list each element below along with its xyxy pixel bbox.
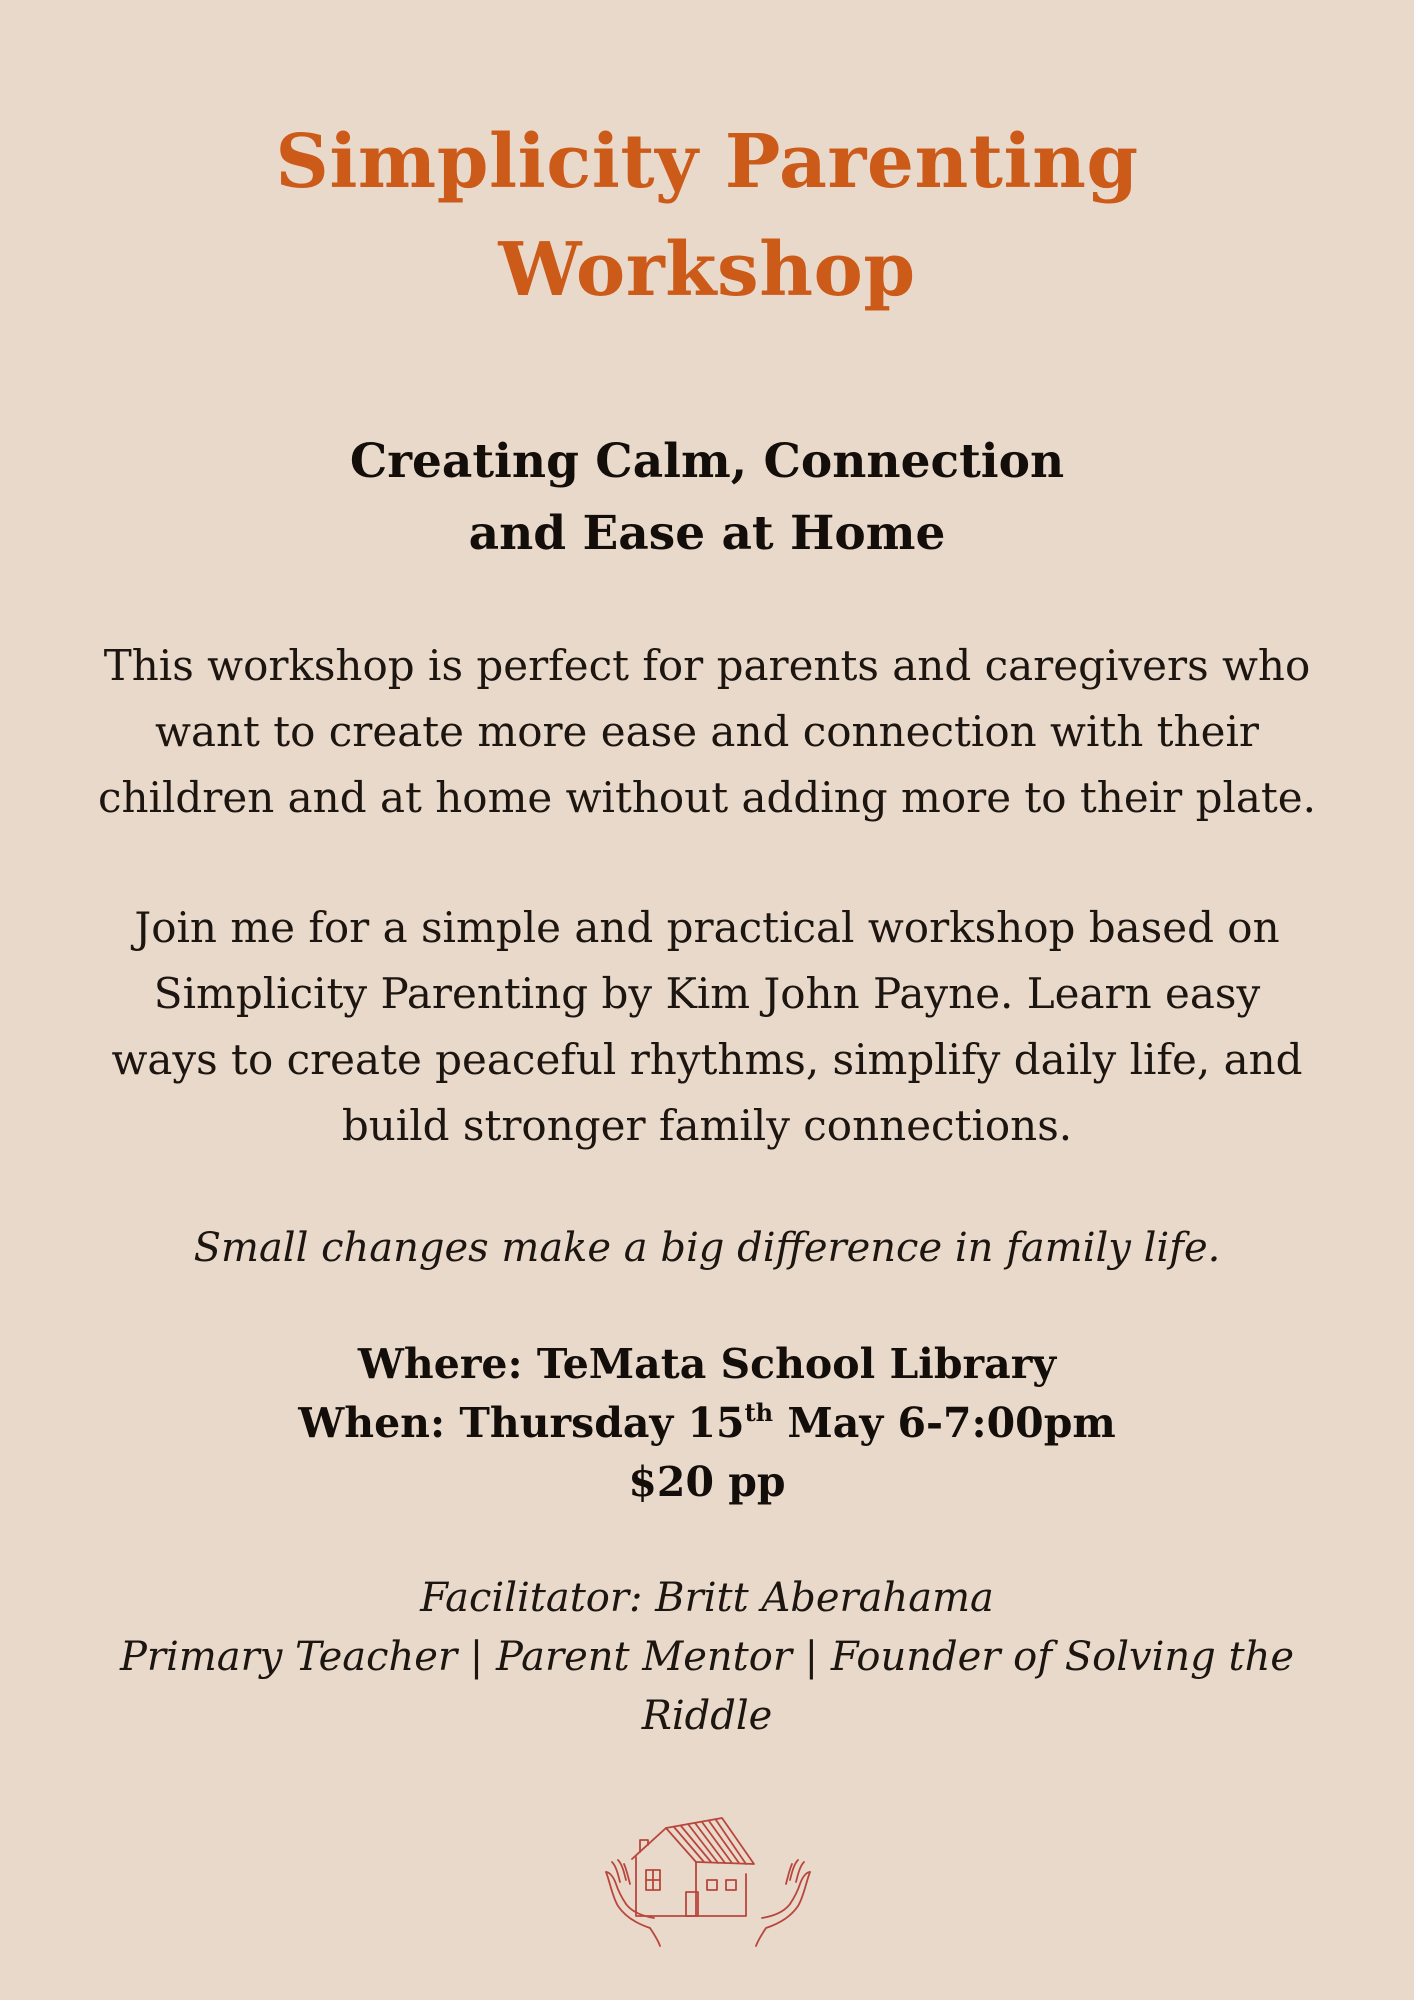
event-details (0, 1335, 1414, 1512)
page-title (0, 108, 1414, 324)
facilitator-roles-line-2: Riddle (641, 1693, 773, 1739)
event-time-rest: May 6-7:00pm (773, 1399, 1116, 1447)
facilitator-roles-line-1: Primary Teacher | Parent Mentor | Founder of Solving the (119, 1634, 1295, 1680)
subtitle (0, 426, 1414, 570)
intro-line-2: want to create more ease and connection with their (155, 707, 1259, 756)
intro-line-3: children and at home without adding more to their plate. (97, 773, 1317, 822)
event-location: Where: TeMata School Library (357, 1340, 1057, 1388)
event-time-ordinal: th (744, 1398, 774, 1427)
house-in-hands-icon (604, 1812, 814, 1948)
subtitle-line-1: Creating Calm, Connection (349, 434, 1065, 489)
description-paragraph (40, 895, 1374, 1159)
facilitator-name: Facilitator: Britt Aberahama (420, 1575, 994, 1621)
tagline: Small changes make a big difference in family life. (193, 1225, 1221, 1271)
facilitator-info (0, 1569, 1414, 1746)
event-price: $20 pp (628, 1458, 786, 1506)
description-line-4: build stronger family connections. (341, 1101, 1073, 1150)
intro-paragraph (40, 633, 1374, 831)
event-time (0, 1394, 1414, 1453)
title-line-2: Workshop (498, 227, 916, 313)
title-line-1: Simplicity Parenting (275, 119, 1139, 205)
event-time-prefix: When: Thursday 15 (298, 1399, 745, 1447)
description-line-1: Join me for a simple and practical workshop based on (134, 903, 1280, 952)
subtitle-line-2: and Ease at Home (468, 506, 946, 561)
description-line-3: ways to create peaceful rhythms, simplify daily life, and (111, 1035, 1303, 1084)
intro-line-1: This workshop is perfect for parents and caregivers who (103, 641, 1311, 690)
description-line-2: Simplicity Parenting by Kim John Payne. Learn easy (153, 969, 1261, 1018)
